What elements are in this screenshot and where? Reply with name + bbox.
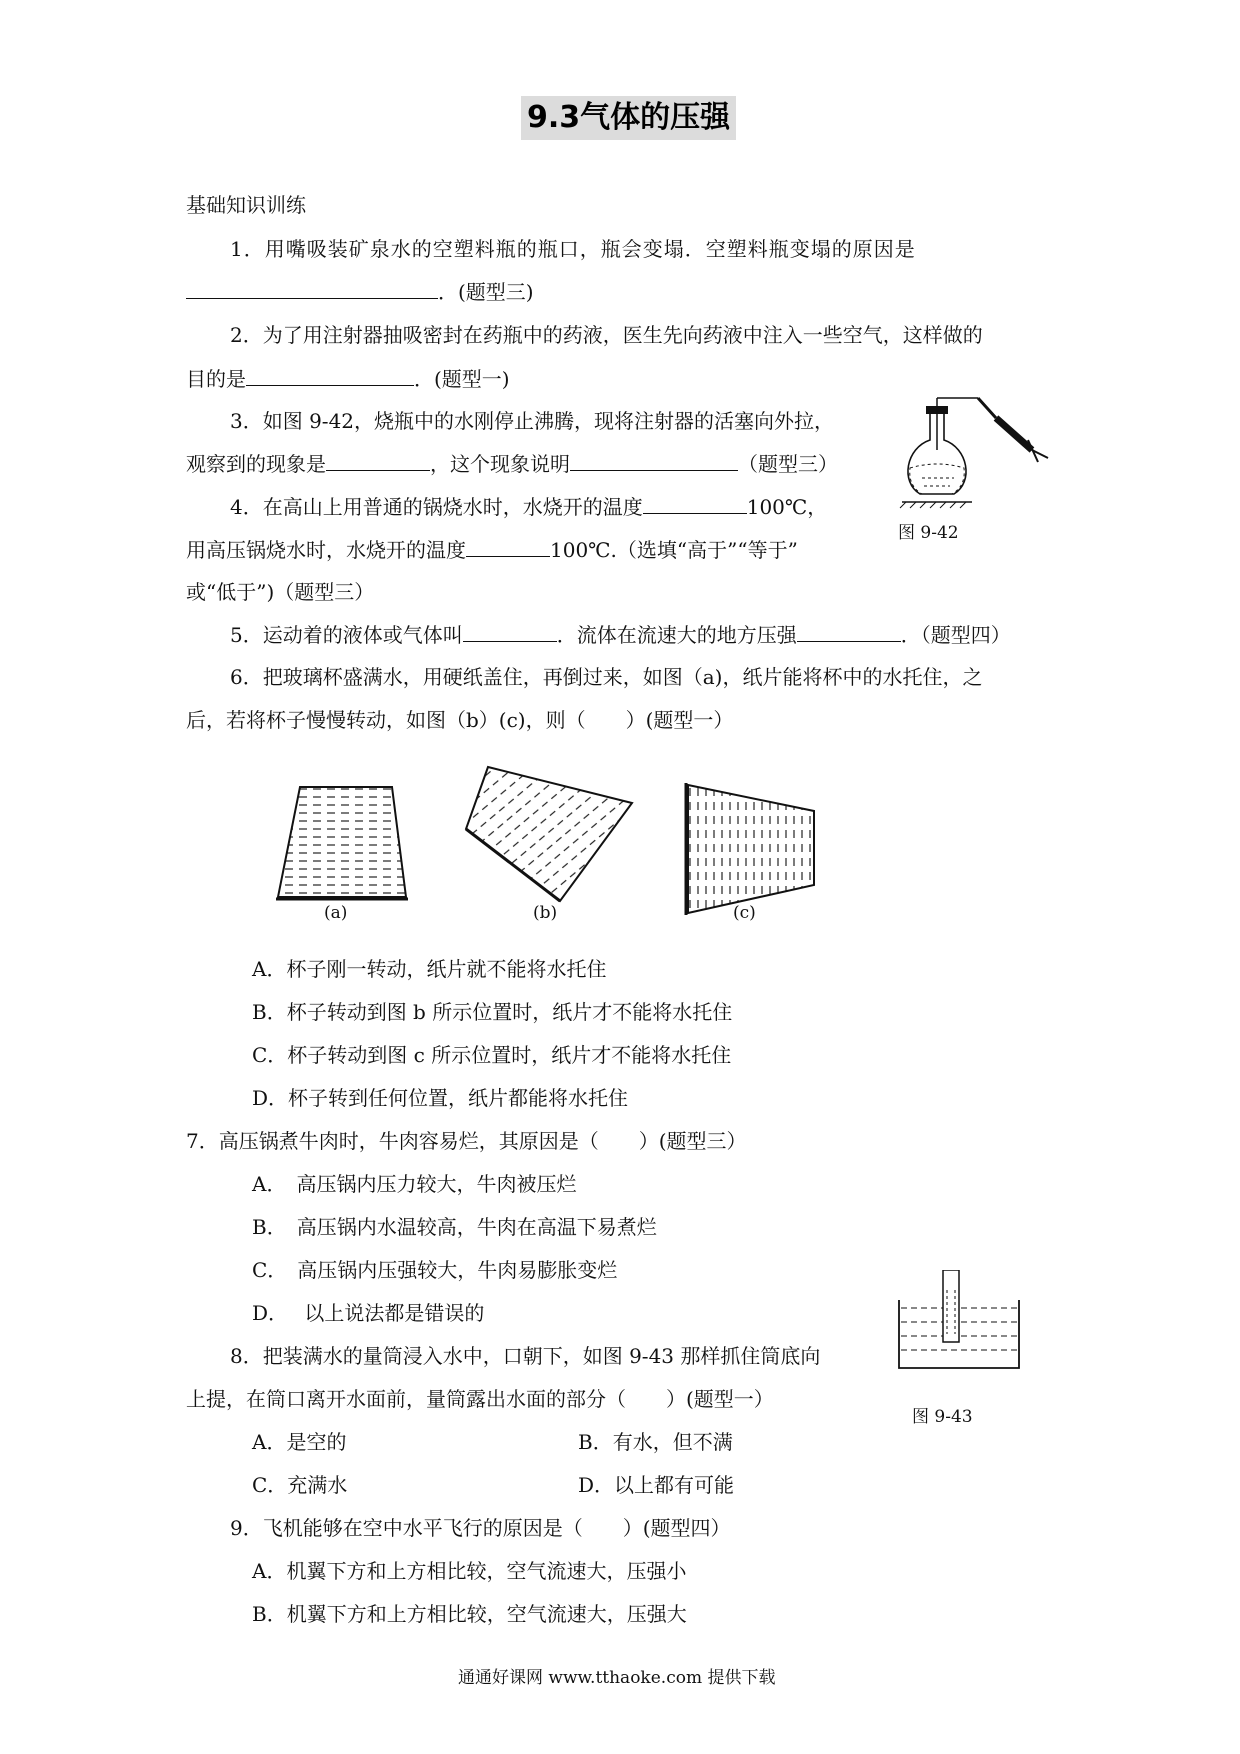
cup-b-figure [466,767,632,901]
cup-a-label: (a) [324,903,348,923]
q2-cont [186,363,510,393]
q3-cont [186,448,838,478]
page-title: 9.3气体的压强 [521,96,736,140]
q6-text: 6．把玻璃杯盛满水，用硬纸盖住，再倒过来，如图（a)，纸片能将杯中的水托住，之 [230,665,983,689]
footer-text: 通通好课网 www.tthaoke.com 提供下载 [458,1668,776,1688]
q5-text-b: ．流体在流速大的地方压强 [556,623,797,647]
q7-option-b[interactable]: B． 高压锅内水温较高，牛肉在高温下易煮烂 [252,1215,657,1239]
q9-option-a[interactable]: A．机翼下方和上方相比较，空气流速大，压强小 [252,1559,687,1583]
q8-option-a[interactable]: A．是空的 [252,1430,347,1454]
q4-cont-a: 用高压锅烧水时，水烧开的温度 [186,538,466,562]
q6-cont: 后，若将杯子慢慢转动，如图（b）(c)，则（ ）(题型一） [186,708,734,732]
q3-blank-2[interactable] [570,448,738,471]
cup-c-label: (c) [733,903,756,923]
q4-cont [186,534,798,564]
q7-text: 7．高压锅煮牛肉时，牛肉容易烂，其原因是（ ）(题型三） [186,1129,747,1153]
q1-text: 1．用嘴吸装矿泉水的空塑料瓶的瓶口，瓶会变塌．空塑料瓶变塌的原因是 [230,237,916,261]
q3-cont-label: 观察到的现象是 [186,452,326,476]
q9-option-b[interactable]: B．机翼下方和上方相比较，空气流速大，压强大 [252,1602,687,1626]
cup-a-figure [276,787,408,899]
q8-option-b[interactable]: B．有水，但不满 [578,1430,733,1454]
q4-blank-2[interactable] [466,534,550,557]
q6-option-d[interactable]: D．杯子转到任何位置，纸片都能将水托住 [252,1086,629,1110]
section-heading: 基础知识训练 [186,193,306,217]
q3-mid: ，这个现象说明 [430,452,570,476]
q6-option-a[interactable]: A．杯子刚一转动，纸片就不能将水托住 [252,957,607,981]
q4-text [230,491,827,521]
q4-text-b: 100℃， [746,495,828,519]
cup-b-label: (b) [533,903,558,923]
q2-tail: ．(题型一) [414,367,510,391]
q7-option-d[interactable]: D． 以上说法都是错误的 [252,1301,485,1325]
q9-text: 9．飞机能够在空中水平飞行的原因是（ ）(题型四） [230,1516,731,1540]
q1-tail: ．(题型三) [438,280,534,304]
q4-cont-b: 100℃.（选填“高于”“等于” [550,538,798,562]
q4-cont2: 或“低于”)（题型三） [186,580,375,604]
cylinder-in-water-figure [895,1270,1025,1380]
cup-c-figure [686,783,814,915]
flask-syringe-figure [892,390,1052,510]
q6-option-c[interactable]: C．杯子转动到图 c 所示位置时，纸片才不能将水托住 [252,1043,732,1067]
q4-blank-1[interactable] [643,491,747,514]
q2-text: 2．为了用注射器抽吸密封在药瓶中的药液，医生先向药液中注入一些空气，这样做的 [230,323,983,347]
q4-text-a: 4．在高山上用普通的锅烧水时，水烧开的温度 [230,495,643,519]
q8-text: 8．把装满水的量筒浸入水中，口朝下，如图 9-43 那样抓住筒底向 [230,1344,821,1368]
q5-blank-2[interactable] [797,619,901,642]
q5-text-c: ．（题型四） [900,623,1011,647]
fig-942-caption: 图 9-42 [898,523,959,543]
fig-943-caption: 图 9-43 [912,1407,973,1427]
q7-option-c[interactable]: C． 高压锅内压强较大，牛肉易膨胀变烂 [252,1258,618,1282]
q1-cont [186,276,534,306]
q6-option-b[interactable]: B．杯子转动到图 b 所示位置时，纸片才不能将水托住 [252,1000,733,1024]
q3-blank-1[interactable] [326,448,430,471]
q5-blank-1[interactable] [463,619,557,642]
q2-cont-label: 目的是 [186,367,246,391]
q8-option-c[interactable]: C．充满水 [252,1473,348,1497]
q8-option-d[interactable]: D．以上都有可能 [578,1473,735,1497]
q3-tail: （题型三） [738,452,838,476]
q8-cont: 上提，在筒口离开水面前，量筒露出水面的部分（ ）(题型一） [186,1387,774,1411]
q2-blank[interactable] [246,363,414,386]
q7-option-a[interactable]: A． 高压锅内压力较大，牛肉被压烂 [252,1172,577,1196]
q1-blank[interactable] [186,276,438,299]
q5-text [230,619,1011,649]
q5-text-a: 5．运动着的液体或气体叫 [230,623,463,647]
q3-text: 3．如图 9-42，烧瓶中的水刚停止沸腾，现将注射器的活塞向外拉， [230,409,835,433]
